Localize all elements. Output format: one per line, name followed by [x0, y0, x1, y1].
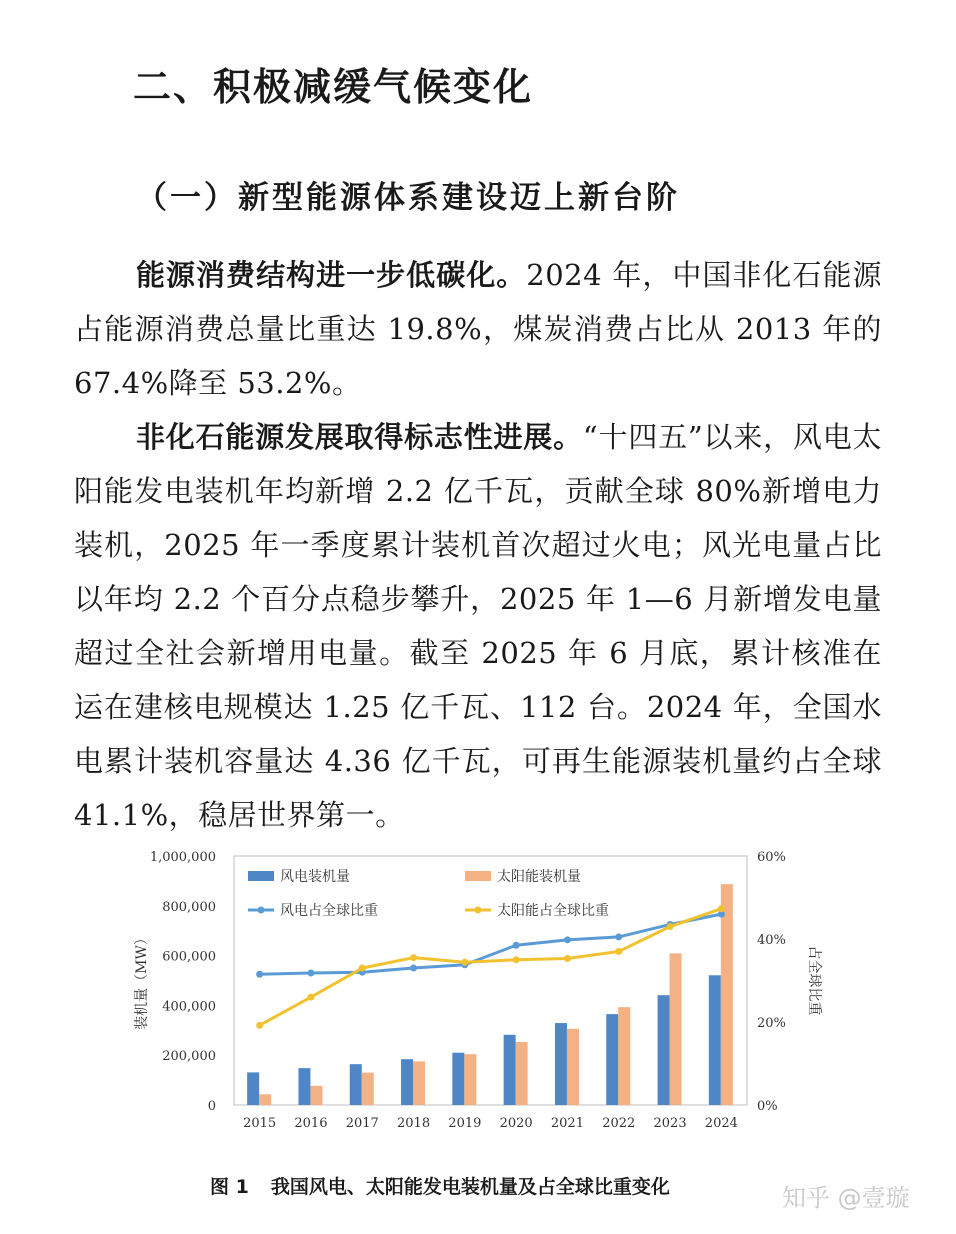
capacity-chart — [120, 838, 820, 1148]
bar-solar — [464, 1054, 476, 1105]
bar-wind — [504, 1035, 516, 1105]
bar-wind — [555, 1023, 567, 1105]
point-solar-share — [359, 965, 366, 972]
paragraph-body: “十四五”以来，风电太阳能发电装机年均新增 2.2 亿千瓦，贡献全球 80%新增电力装机，2025 年一季度累计装机首次超过火电；风光电量占比以年均 2.2 个百分点稳步攀升，2025 年 1—6 月新增发电量超过全社会新增用电量。截至 2025 年 6 月底，累计核准在运在建核电规模达 1.25 亿千瓦、112 台。2024 年，全国水电累计装机容量达 4.36 亿千瓦，可再生能源装机量约占全球 41.1%，稳居世界第一。 — [74, 420, 882, 832]
bar-solar — [516, 1042, 528, 1105]
bar-solar — [618, 1007, 630, 1105]
point-wind-share — [564, 936, 571, 943]
bar-solar — [259, 1094, 271, 1105]
paragraph-lead: 非化石能源发展取得标志性进展。 — [136, 420, 583, 454]
x-tick-label: 2015 — [243, 1116, 277, 1131]
figure-number: 图 1 — [210, 1176, 249, 1198]
point-solar-share — [256, 1022, 263, 1029]
y2-tick-label: 0% — [757, 1099, 778, 1114]
point-solar-share — [718, 905, 725, 912]
point-solar-share — [667, 923, 674, 930]
legend-swatch-marker — [258, 907, 265, 914]
line-wind-share — [260, 914, 722, 974]
point-wind-share — [256, 971, 263, 978]
x-tick-label: 2019 — [448, 1116, 482, 1131]
y-tick-label: 800,000 — [162, 899, 216, 915]
y-tick-label: 600,000 — [162, 949, 216, 965]
legend-label: 太阳能占全球比重 — [497, 903, 609, 919]
bar-wind — [658, 995, 670, 1105]
bar-wind — [350, 1064, 362, 1105]
y2-tick-label: 20% — [757, 1016, 786, 1031]
legend-swatch — [248, 871, 274, 881]
watermark-text: 知乎 @壹璇 — [782, 1184, 910, 1212]
figure-caption — [210, 1172, 670, 1199]
legend-label: 太阳能装机量 — [497, 869, 581, 885]
x-tick-label: 2017 — [345, 1116, 379, 1131]
point-solar-share — [307, 994, 314, 1001]
bar-solar — [413, 1061, 425, 1105]
paragraph-lead: 能源消费结构进一步低碳化。 — [136, 258, 527, 292]
point-solar-share — [410, 954, 417, 961]
bar-wind — [298, 1068, 310, 1105]
point-solar-share — [615, 948, 622, 955]
legend-label: 风电占全球比重 — [280, 903, 378, 919]
chart-svg — [120, 838, 820, 1148]
y-axis-label: 装机量（MW） — [134, 931, 150, 1030]
legend-swatch-marker — [475, 907, 482, 914]
y-tick-label: 400,000 — [162, 999, 216, 1015]
subsection-title: （一）新型能源体系建设迈上新台阶 — [136, 180, 680, 216]
x-tick-label: 2016 — [294, 1116, 328, 1131]
point-wind-share — [513, 942, 520, 949]
paragraph-non-fossil-progress — [74, 410, 882, 842]
bar-wind — [452, 1053, 464, 1105]
point-solar-share — [461, 959, 468, 966]
y-tick-label: 200,000 — [162, 1049, 216, 1065]
point-wind-share — [410, 965, 417, 972]
bar-wind — [709, 975, 721, 1105]
paragraph-energy-consumption — [74, 248, 882, 410]
x-tick-label: 2024 — [704, 1116, 738, 1131]
point-wind-share — [307, 970, 314, 977]
bar-solar — [567, 1029, 579, 1105]
y-tick-label: 1,000,000 — [149, 850, 216, 865]
x-tick-label: 2018 — [397, 1116, 431, 1131]
y2-tick-label: 60% — [757, 850, 786, 865]
paragraph-body: 2024 年，中国非化石能源占能源消费总量比重达 19.8%，煤炭消费占比从 2013 年的 67.4%降至 53.2%。 — [74, 258, 882, 400]
section-title: 二、积极减缓气候变化 — [133, 65, 534, 109]
y2-axis-label: 占全球比重 — [806, 945, 822, 1016]
bar-wind — [401, 1059, 413, 1105]
point-wind-share — [615, 933, 622, 940]
bar-solar — [670, 953, 682, 1105]
legend-label: 风电装机量 — [280, 869, 350, 885]
y2-tick-label: 40% — [757, 933, 786, 948]
legend-swatch — [465, 871, 491, 881]
bar-wind — [606, 1014, 618, 1105]
y-tick-label: 0 — [207, 1099, 216, 1114]
bar-solar — [362, 1073, 374, 1105]
figure-caption-text: 我国风电、太阳能发电装机量及占全球比重变化 — [270, 1176, 670, 1198]
point-solar-share — [513, 956, 520, 963]
line-solar-share — [260, 909, 722, 1026]
x-tick-label: 2022 — [602, 1116, 636, 1131]
bar-solar — [310, 1086, 322, 1105]
x-tick-label: 2023 — [653, 1116, 687, 1131]
x-tick-label: 2020 — [499, 1116, 533, 1131]
x-tick-label: 2021 — [550, 1116, 584, 1131]
bar-wind — [247, 1072, 259, 1105]
point-solar-share — [564, 955, 571, 962]
